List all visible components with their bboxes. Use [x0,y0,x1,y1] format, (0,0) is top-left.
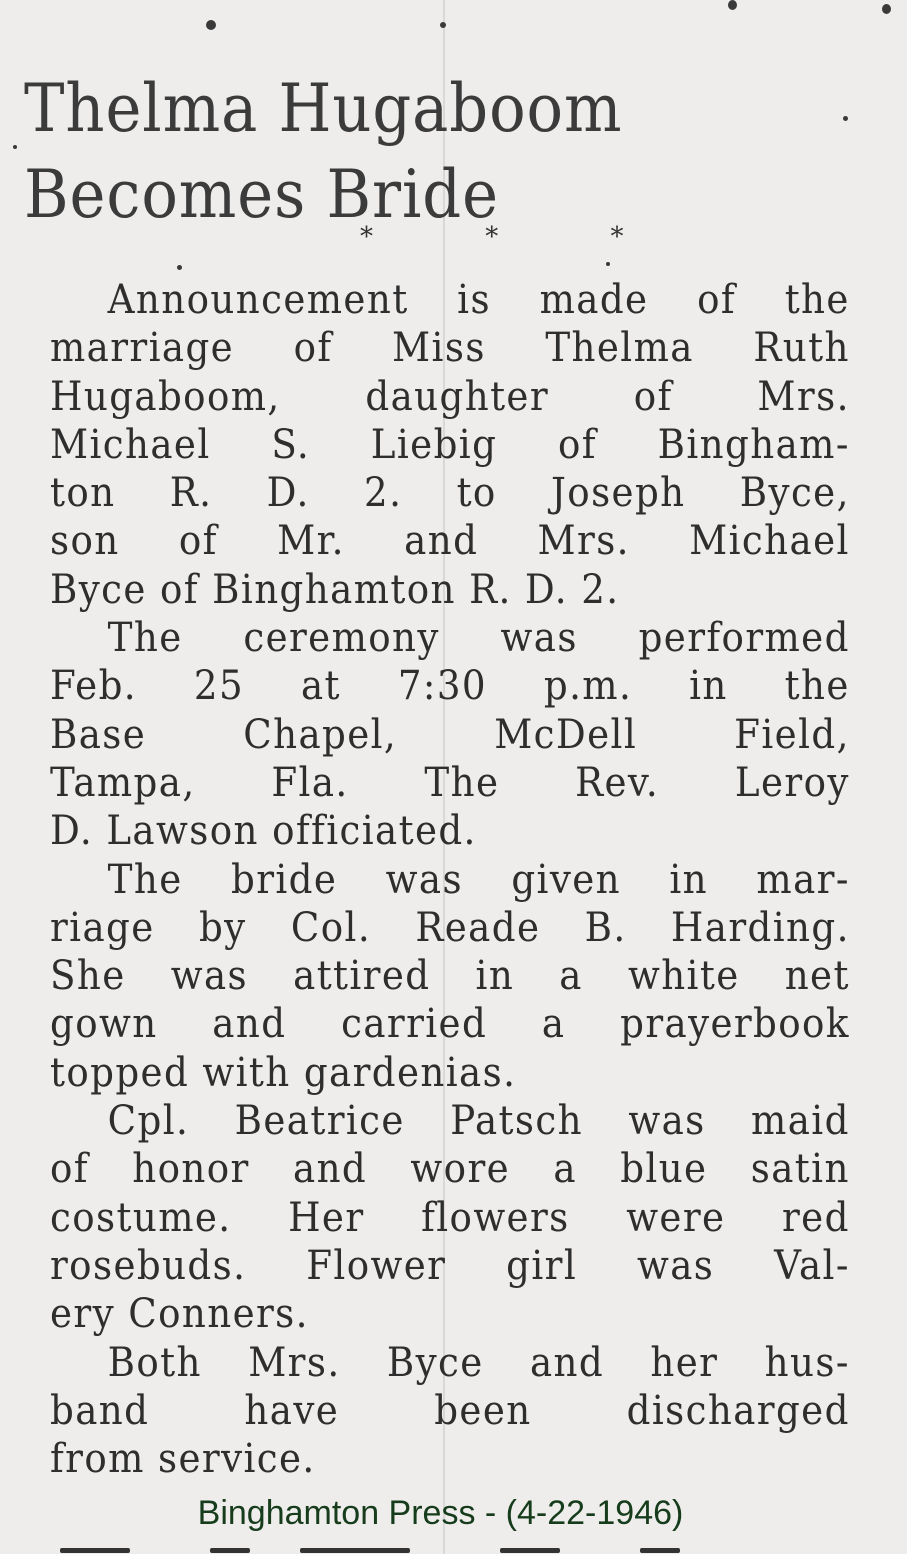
ink-speck [13,145,17,149]
source-caption [0,1493,907,1533]
ink-speck [728,0,737,10]
ink-speck [882,4,891,14]
article-line: ery Conners. [50,1291,309,1338]
ink-speck [606,262,610,266]
ink-speck [206,20,216,30]
article-paragraph [50,856,850,1097]
article-line: of honor and wore a blue satin [50,1146,850,1193]
ink-speck [843,116,848,121]
article-line: son of Mr. and Mrs. Michael [50,518,850,565]
ink-speck [177,265,182,270]
headline-line: Thelma Hugaboom [24,70,623,147]
article-line: The bride was given in mar- [107,856,850,903]
article-line: D. Lawson officiated. [50,808,477,855]
article-line: gown and carried a prayerbook [50,1001,850,1048]
ink-speck [440,22,446,28]
article-line: rosebuds. Flower girl was Val- [50,1242,850,1289]
article-line: ton R. D. 2. to Joseph Byce, [50,470,850,517]
article-line: The ceremony was performed [107,615,850,662]
article-paragraph [50,1097,850,1338]
article-line: costume. Her flowers were red [50,1194,850,1241]
article-headline [24,66,623,238]
article-line: Announcement is made of the [107,277,850,323]
section-separator: * * * [360,222,676,252]
article-line: Feb. 25 at 7:30 p.m. in the [50,663,850,710]
caption-text: Binghamton Press - (4-22-1946) [197,1494,684,1532]
article-line: marriage of Miss Thelma Ruth [50,325,850,372]
next-article-edge [0,1542,907,1554]
article-line: Base Chapel, McDell Field, [50,711,850,758]
article-line: She was attired in a white net [50,953,850,1000]
article-line: Michael S. Liebig of Bingham- [50,421,850,468]
article-line: topped with gardenias. [50,1049,517,1096]
headline-line: Becomes Bride [24,156,499,233]
article-paragraph [50,276,850,614]
article-line: band have been discharged [50,1387,850,1434]
article-line: riage by Col. Reade B. Harding. [50,904,850,951]
article-line: from service. [50,1436,316,1483]
article-line: Byce of Binghamton R. D. 2. [50,566,620,613]
article-line: Tampa, Fla. The Rev. Leroy [50,759,850,806]
article-paragraph [50,614,850,855]
article-paragraph [50,1339,850,1484]
article-line: Cpl. Beatrice Patsch was maid [107,1098,850,1145]
article-body [50,276,850,1483]
article-line: Hugaboom, daughter of Mrs. [50,373,850,420]
article-line: Both Mrs. Byce and her hus- [107,1339,850,1386]
